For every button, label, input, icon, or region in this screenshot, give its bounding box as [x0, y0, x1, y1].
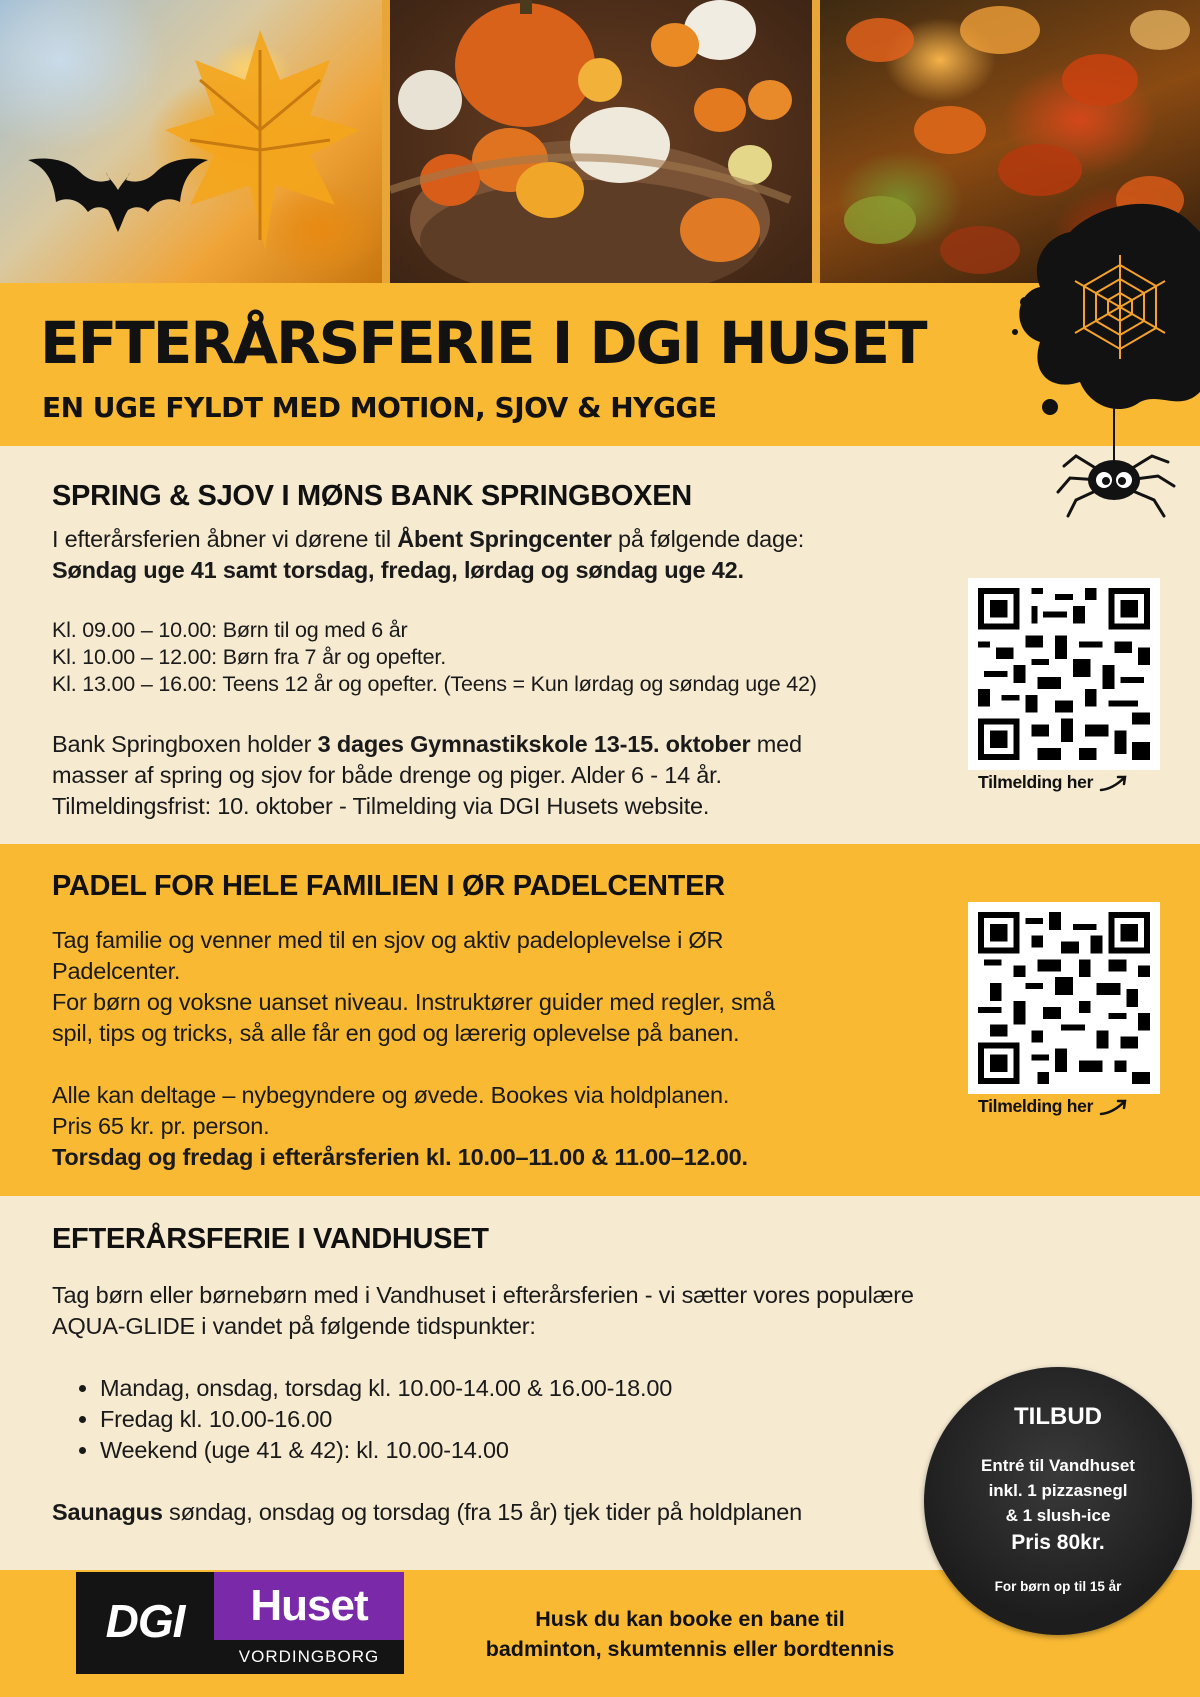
vandhuset-body: Tag børn eller børnebørn med i Vandhuset i efterårsferien - vi sætter vores populære AQUA-GLIDE i vandet på følgende tidspunkter: • Mandag, onsdag, torsdag kl. 10.00-14.00 & 16.00-18.00 • Fredag kl. 10.00-16.00 • Weekend (uge 41 & 42): kl. 10.00-14.00 Saunagus søndag, onsdag og torsdag (fra 15 år) tjek tider på holdplanen [52, 1280, 914, 1528]
page-title: EFTERÅRSFERIE I DGI HUSET [40, 309, 926, 377]
offer-badge [924, 1367, 1192, 1635]
gymnastikskole-deadline: Tilmeldingsfrist: 10. oktober - Tilmelding via DGI Husets website. [52, 793, 710, 819]
autumn-leaves-photo [0, 0, 382, 283]
pumpkin-basket-photo [390, 0, 812, 283]
springboxen-days: Søndag uge 41 samt torsdag, fredag, lørdag og søndag uge 42. [52, 557, 744, 583]
offer-text: Entré til Vandhuset inkl. 1 pizzasnegl & 1 slush-ice [981, 1456, 1135, 1525]
springboxen-time: Kl. 09.00 – 10.00: Børn til og med 6 år [52, 618, 408, 642]
list-item: • Fredag kl. 10.00-16.00 [100, 1404, 914, 1435]
page-subtitle: EN UGE FYLDT MED MOTION, SJOV & HYGGE [42, 391, 717, 424]
springboxen-time: Kl. 13.00 – 16.00: Teens 12 år og opefter. (Teens = Kun lørdag og søndag uge 42) [52, 672, 817, 696]
saunagus-text: Saunagus søndag, onsdag og torsdag (fra 15 år) tjek tider på holdplanen [52, 1499, 802, 1525]
bat-icon [28, 150, 208, 260]
list-item: • Mandag, onsdag, torsdag kl. 10.00-14.00 & 16.00-18.00 [100, 1373, 914, 1404]
arrow-icon [1099, 773, 1129, 793]
springboxen-heading: SPRING & SJOV I MØNS BANK SPRINGBOXEN [52, 480, 692, 512]
padel-body: Tag familie og venner med til en sjov og aktiv padeloplevelse i ØR Padelcenter. For børn og voksne uanset niveau. Instruktører guider med regler, små spil, tips og tricks, så alle får en god og lærerig oplevelse på banen. Alle kan deltage – nybegyndere og øvede. Bookes via holdplanen. Pris 65 kr. pr. person. Torsdag og fredag i efterårsferien kl. 10.00–11.00 & 11.00–12.00. [52, 925, 775, 1173]
gymnastikskole-text-2: masser af spring og sjov for både drenge og piger. Alder 6 - 14 år. [52, 762, 722, 788]
qr-code-padel[interactable] [968, 902, 1160, 1094]
springboxen-body [52, 524, 817, 822]
qr-caption[interactable]: Tilmelding her [978, 772, 1129, 793]
qr-code-icon [978, 912, 1150, 1084]
springboxen-time: Kl. 10.00 – 12.00: Børn fra 7 år og opefter. [52, 645, 446, 669]
aqua-glide-schedule [52, 1373, 914, 1466]
list-item: • Weekend (uge 41 & 42): kl. 10.00-14.00 [100, 1435, 914, 1466]
offer-price: Pris 80kr. [1011, 1531, 1105, 1554]
springboxen-intro: I efterårsferien åbner vi dørene til Åbent Springcenter på følgende dage: [52, 526, 805, 552]
arrow-icon [1099, 1097, 1129, 1117]
offer-note: For børn op til 15 år [994, 1579, 1122, 1594]
qr-code-springboxen[interactable] [968, 578, 1160, 770]
qr-caption[interactable]: Tilmelding her [978, 1096, 1129, 1117]
spider-web-icon [1010, 192, 1200, 432]
spider-icon [1054, 400, 1194, 540]
vandhuset-heading: EFTERÅRSFERIE I VANDHUSET [52, 1223, 489, 1255]
dgi-huset-logo: DGI Huset VORDINGBORG [76, 1572, 404, 1674]
offer-title: TILBUD [1014, 1403, 1102, 1430]
qr-code-icon [978, 588, 1150, 760]
padel-heading: PADEL FOR HELE FAMILIEN I ØR PADELCENTER [52, 870, 725, 902]
gymnastikskole-text: Bank Springboxen holder 3 dages Gymnastikskole 13-15. oktober med [52, 731, 802, 757]
padel-times: Torsdag og fredag i efterårsferien kl. 10.00–11.00 & 11.00–12.00. [52, 1144, 748, 1170]
booking-reminder: Husk du kan booke en bane til badminton, skumtennis eller bordtennis [485, 1607, 895, 1661]
